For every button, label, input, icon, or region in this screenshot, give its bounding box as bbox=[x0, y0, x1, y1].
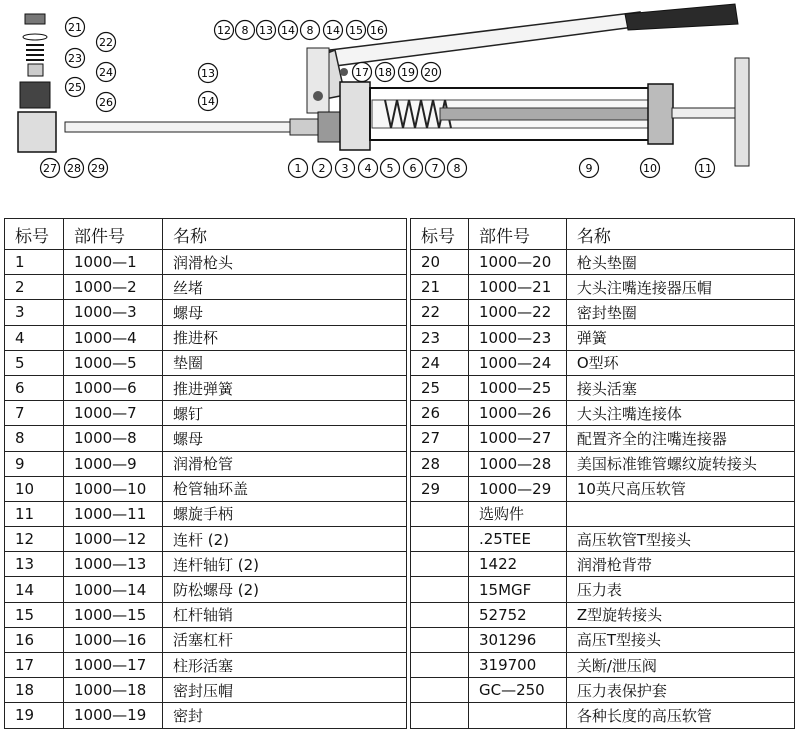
cell-part-number: 1000—19 bbox=[64, 703, 163, 728]
cell-part-number: 1000—26 bbox=[468, 401, 566, 426]
screw-handle bbox=[672, 58, 749, 166]
callout-label: 13 bbox=[259, 24, 273, 37]
cell-part-number: 15MGF bbox=[468, 577, 566, 602]
cell-name: 各种长度的高压软管 bbox=[566, 703, 794, 728]
cell-index: 20 bbox=[411, 250, 469, 275]
cell-index: 15 bbox=[5, 602, 64, 627]
cell-name: 柱形活塞 bbox=[163, 653, 407, 678]
callout-mid-2 bbox=[399, 63, 418, 82]
callout-label: 21 bbox=[68, 21, 82, 34]
cell-index: 9 bbox=[5, 451, 64, 476]
cell-part-number: 1000—21 bbox=[468, 275, 566, 300]
cell-name: 润滑枪管 bbox=[163, 451, 407, 476]
table-row bbox=[411, 602, 795, 627]
callout-label: 20 bbox=[424, 66, 438, 79]
callout-label: 7 bbox=[431, 162, 439, 175]
callout-label: 19 bbox=[401, 66, 415, 79]
cell-name: 密封压帽 bbox=[163, 678, 407, 703]
cell-index bbox=[411, 552, 469, 577]
table-row bbox=[5, 552, 407, 577]
table-row bbox=[5, 325, 407, 350]
callout-left-2 bbox=[66, 49, 85, 68]
cell-name: 螺母 bbox=[163, 300, 407, 325]
piston-lever bbox=[310, 4, 738, 100]
cell-name: 配置齐全的注嘴连接器 bbox=[566, 426, 794, 451]
cell-index: 26 bbox=[411, 401, 469, 426]
table-row bbox=[411, 501, 795, 526]
cell-index: 24 bbox=[411, 350, 469, 375]
cell-name: 枪管轴环盖 bbox=[163, 476, 407, 501]
cell-name: 密封垫圈 bbox=[566, 300, 794, 325]
callout-label: 11 bbox=[698, 162, 712, 175]
callout-bottom-6 bbox=[426, 159, 445, 178]
cell-part-number: 1000—17 bbox=[64, 653, 163, 678]
cell-name bbox=[566, 501, 794, 526]
cell-part-number: 1000—20 bbox=[468, 250, 566, 275]
cell-part-number: 1000—12 bbox=[64, 527, 163, 552]
cell-part-number: 1000—11 bbox=[64, 501, 163, 526]
table-row bbox=[5, 653, 407, 678]
cell-index: 10 bbox=[5, 476, 64, 501]
cell-part-number: 1000—8 bbox=[64, 426, 163, 451]
cell-index bbox=[411, 653, 469, 678]
table-row bbox=[411, 527, 795, 552]
callout-label: 8 bbox=[306, 24, 314, 37]
table-row bbox=[411, 678, 795, 703]
cell-part-number: 1000—3 bbox=[64, 300, 163, 325]
col-header-index: 标号 bbox=[5, 219, 64, 250]
cell-name: 接头活塞 bbox=[566, 375, 794, 400]
grease-gun-exploded-diagram bbox=[0, 0, 795, 200]
callout-label: 9 bbox=[585, 162, 593, 175]
callout-label: 29 bbox=[91, 162, 105, 175]
callout-bottom_left-2 bbox=[89, 159, 108, 178]
callout-label: 24 bbox=[99, 66, 113, 79]
table-row bbox=[411, 426, 795, 451]
cell-name: 美国标准锥管螺纹旋转接头 bbox=[566, 451, 794, 476]
callout-label: 14 bbox=[326, 24, 340, 37]
cell-index: 5 bbox=[5, 350, 64, 375]
callout-label: 25 bbox=[68, 81, 82, 94]
cell-name: 弹簧 bbox=[566, 325, 794, 350]
table-row bbox=[5, 426, 407, 451]
table-row bbox=[5, 678, 407, 703]
cell-part-number: 1000—1 bbox=[64, 250, 163, 275]
callout-label: 26 bbox=[99, 96, 113, 109]
high-pressure-hose bbox=[65, 119, 320, 135]
cell-name: 垫圈 bbox=[163, 350, 407, 375]
callout-bottom_left-0 bbox=[41, 159, 60, 178]
table-row bbox=[5, 375, 407, 400]
cell-name: 连杆 (2) bbox=[163, 527, 407, 552]
col-header-name: 名称 bbox=[163, 219, 407, 250]
cell-name: 螺旋手柄 bbox=[163, 501, 407, 526]
callout-top-1 bbox=[236, 21, 255, 40]
table-row bbox=[5, 401, 407, 426]
callout-label: 4 bbox=[364, 162, 372, 175]
callout-label: 17 bbox=[355, 66, 369, 79]
cell-part-number: 1000—14 bbox=[64, 577, 163, 602]
callout-left-4 bbox=[66, 78, 85, 97]
cell-index: 18 bbox=[5, 678, 64, 703]
table-row bbox=[411, 703, 795, 728]
cell-part-number: 1000—4 bbox=[64, 325, 163, 350]
parts-table-right bbox=[410, 218, 795, 729]
callout-label: 14 bbox=[201, 95, 215, 108]
cell-name: 杠杆轴销 bbox=[163, 602, 407, 627]
cell-index: 16 bbox=[5, 627, 64, 652]
cell-name: 螺钉 bbox=[163, 401, 407, 426]
table-header-row bbox=[5, 219, 407, 250]
cell-name: 活塞杠杆 bbox=[163, 627, 407, 652]
callout-top-3 bbox=[279, 21, 298, 40]
cell-name: 大头注嘴连接器压帽 bbox=[566, 275, 794, 300]
cell-index: 29 bbox=[411, 476, 469, 501]
col-header-part-number: 部件号 bbox=[468, 219, 566, 250]
callout-left-5 bbox=[97, 93, 116, 112]
callout-label: 14 bbox=[281, 24, 295, 37]
callout-bottom-10 bbox=[696, 159, 715, 178]
cell-index: 25 bbox=[411, 375, 469, 400]
cell-index: 23 bbox=[411, 325, 469, 350]
cell-index bbox=[411, 577, 469, 602]
cell-part-number: 52752 bbox=[468, 602, 566, 627]
cell-name: 推进弹簧 bbox=[163, 375, 407, 400]
cell-index: 8 bbox=[5, 426, 64, 451]
callout-label: 3 bbox=[341, 162, 349, 175]
callout-label: 22 bbox=[99, 36, 113, 49]
table-row bbox=[411, 627, 795, 652]
table-row bbox=[5, 501, 407, 526]
cell-index: 22 bbox=[411, 300, 469, 325]
cell-index: 4 bbox=[5, 325, 64, 350]
cell-name: 润滑枪头 bbox=[163, 250, 407, 275]
cell-part-number: 1000—16 bbox=[64, 627, 163, 652]
cell-name: 关断/泄压阀 bbox=[566, 653, 794, 678]
table-row bbox=[5, 476, 407, 501]
cell-part-number: 301296 bbox=[468, 627, 566, 652]
cell-part-number: 1000—18 bbox=[64, 678, 163, 703]
cell-part-number: 1000—10 bbox=[64, 476, 163, 501]
cell-name: 压力表保护套 bbox=[566, 678, 794, 703]
table-row bbox=[5, 250, 407, 275]
cell-part-number: 1000—22 bbox=[468, 300, 566, 325]
callout-top-0 bbox=[215, 21, 234, 40]
callout-bottom-5 bbox=[404, 159, 423, 178]
callout-label: 28 bbox=[67, 162, 81, 175]
cell-index: 17 bbox=[5, 653, 64, 678]
table-row bbox=[411, 250, 795, 275]
cell-index: 27 bbox=[411, 426, 469, 451]
callout-left-0 bbox=[66, 18, 85, 37]
callout-top-4 bbox=[301, 21, 320, 40]
table-row bbox=[411, 375, 795, 400]
cell-name: 密封 bbox=[163, 703, 407, 728]
table-row bbox=[411, 401, 795, 426]
callout-label: 23 bbox=[68, 52, 82, 65]
table-row bbox=[411, 451, 795, 476]
cell-index bbox=[411, 627, 469, 652]
cell-part-number: 1000—24 bbox=[468, 350, 566, 375]
table-row bbox=[411, 275, 795, 300]
cell-index bbox=[411, 678, 469, 703]
cell-part-number: 选购件 bbox=[468, 501, 566, 526]
callout-bottom_left-1 bbox=[65, 159, 84, 178]
cell-part-number: GC—250 bbox=[468, 678, 566, 703]
cell-index bbox=[411, 527, 469, 552]
table-row bbox=[5, 703, 407, 728]
cell-index: 2 bbox=[5, 275, 64, 300]
table-row bbox=[411, 552, 795, 577]
coupler-parts bbox=[18, 14, 56, 152]
callout-label: 5 bbox=[386, 162, 394, 175]
cell-index bbox=[411, 501, 469, 526]
cell-part-number: 1000—23 bbox=[468, 325, 566, 350]
cell-index: 21 bbox=[411, 275, 469, 300]
table-row bbox=[411, 350, 795, 375]
table-row bbox=[5, 300, 407, 325]
cell-part-number: 319700 bbox=[468, 653, 566, 678]
cell-index: 1 bbox=[5, 250, 64, 275]
callout-bottom-2 bbox=[336, 159, 355, 178]
cell-index: 7 bbox=[5, 401, 64, 426]
callout-bottom-9 bbox=[641, 159, 660, 178]
table-row bbox=[411, 325, 795, 350]
table-row bbox=[5, 451, 407, 476]
parts-table-left bbox=[4, 218, 407, 729]
cell-name: 螺母 bbox=[163, 426, 407, 451]
callout-side-1 bbox=[199, 92, 218, 111]
callout-bottom-0 bbox=[289, 159, 308, 178]
table-row bbox=[411, 300, 795, 325]
table-row bbox=[5, 577, 407, 602]
table-header-row bbox=[411, 219, 795, 250]
callout-label: 6 bbox=[409, 162, 417, 175]
callout-label: 27 bbox=[43, 162, 57, 175]
cell-name: 高压T型接头 bbox=[566, 627, 794, 652]
callout-label: 16 bbox=[370, 24, 384, 37]
cell-name: O型环 bbox=[566, 350, 794, 375]
cell-name: 压力表 bbox=[566, 577, 794, 602]
cell-part-number: 1000—15 bbox=[64, 602, 163, 627]
cell-index: 6 bbox=[5, 375, 64, 400]
cell-name: 丝堵 bbox=[163, 275, 407, 300]
gun-barrel bbox=[370, 84, 673, 144]
callout-label: 8 bbox=[241, 24, 249, 37]
table-row bbox=[5, 275, 407, 300]
cell-index bbox=[411, 703, 469, 728]
table-row bbox=[5, 350, 407, 375]
callout-label: 10 bbox=[643, 162, 657, 175]
callout-mid-3 bbox=[422, 63, 441, 82]
cell-index: 14 bbox=[5, 577, 64, 602]
cell-name: 10英尺高压软管 bbox=[566, 476, 794, 501]
callout-label: 8 bbox=[453, 162, 461, 175]
table-row bbox=[411, 653, 795, 678]
callout-top-2 bbox=[257, 21, 276, 40]
cell-name: 枪头垫圈 bbox=[566, 250, 794, 275]
callout-label: 15 bbox=[349, 24, 363, 37]
cell-part-number: 1000—5 bbox=[64, 350, 163, 375]
table-row bbox=[5, 627, 407, 652]
cell-name: 高压软管T型接头 bbox=[566, 527, 794, 552]
callout-bottom-4 bbox=[381, 159, 400, 178]
cell-index: 12 bbox=[5, 527, 64, 552]
cell-index bbox=[411, 602, 469, 627]
cell-name: 连杆轴钉 (2) bbox=[163, 552, 407, 577]
table-row bbox=[411, 476, 795, 501]
callout-bottom-8 bbox=[580, 159, 599, 178]
callout-label: 12 bbox=[217, 24, 231, 37]
callout-top-6 bbox=[347, 21, 366, 40]
cell-part-number: 1000—28 bbox=[468, 451, 566, 476]
cell-part-number: 1000—9 bbox=[64, 451, 163, 476]
cell-index: 3 bbox=[5, 300, 64, 325]
cell-name: 推进杯 bbox=[163, 325, 407, 350]
callout-label: 18 bbox=[378, 66, 392, 79]
cell-part-number: 1000—2 bbox=[64, 275, 163, 300]
cell-index: 11 bbox=[5, 501, 64, 526]
callout-bottom-7 bbox=[448, 159, 467, 178]
cell-part-number: .25TEE bbox=[468, 527, 566, 552]
cell-part-number: 1422 bbox=[468, 552, 566, 577]
cell-name: Z型旋转接头 bbox=[566, 602, 794, 627]
cell-index: 13 bbox=[5, 552, 64, 577]
cell-part-number: 1000—27 bbox=[468, 426, 566, 451]
callout-label: 1 bbox=[294, 162, 302, 175]
table-row bbox=[5, 527, 407, 552]
callout-bottom-1 bbox=[313, 159, 332, 178]
cell-name: 大头注嘴连接体 bbox=[566, 401, 794, 426]
callout-side-0 bbox=[199, 64, 218, 83]
cell-part-number: 1000—29 bbox=[468, 476, 566, 501]
col-header-name: 名称 bbox=[566, 219, 794, 250]
cell-part-number: 1000—6 bbox=[64, 375, 163, 400]
callout-top-7 bbox=[368, 21, 387, 40]
cell-name: 润滑枪背带 bbox=[566, 552, 794, 577]
cell-index: 19 bbox=[5, 703, 64, 728]
callout-label: 2 bbox=[318, 162, 326, 175]
callout-mid-0 bbox=[353, 63, 372, 82]
cell-part-number: 1000—13 bbox=[64, 552, 163, 577]
cell-index: 28 bbox=[411, 451, 469, 476]
table-row bbox=[411, 577, 795, 602]
callout-mid-1 bbox=[376, 63, 395, 82]
cell-name: 防松螺母 (2) bbox=[163, 577, 407, 602]
callout-top-5 bbox=[324, 21, 343, 40]
cell-part-number bbox=[468, 703, 566, 728]
cell-part-number: 1000—25 bbox=[468, 375, 566, 400]
callout-left-3 bbox=[97, 63, 116, 82]
table-row bbox=[5, 602, 407, 627]
callout-bottom-3 bbox=[359, 159, 378, 178]
col-header-part-number: 部件号 bbox=[64, 219, 163, 250]
col-header-index: 标号 bbox=[411, 219, 469, 250]
callout-label: 13 bbox=[201, 67, 215, 80]
callout-left-1 bbox=[97, 33, 116, 52]
cell-part-number: 1000—7 bbox=[64, 401, 163, 426]
